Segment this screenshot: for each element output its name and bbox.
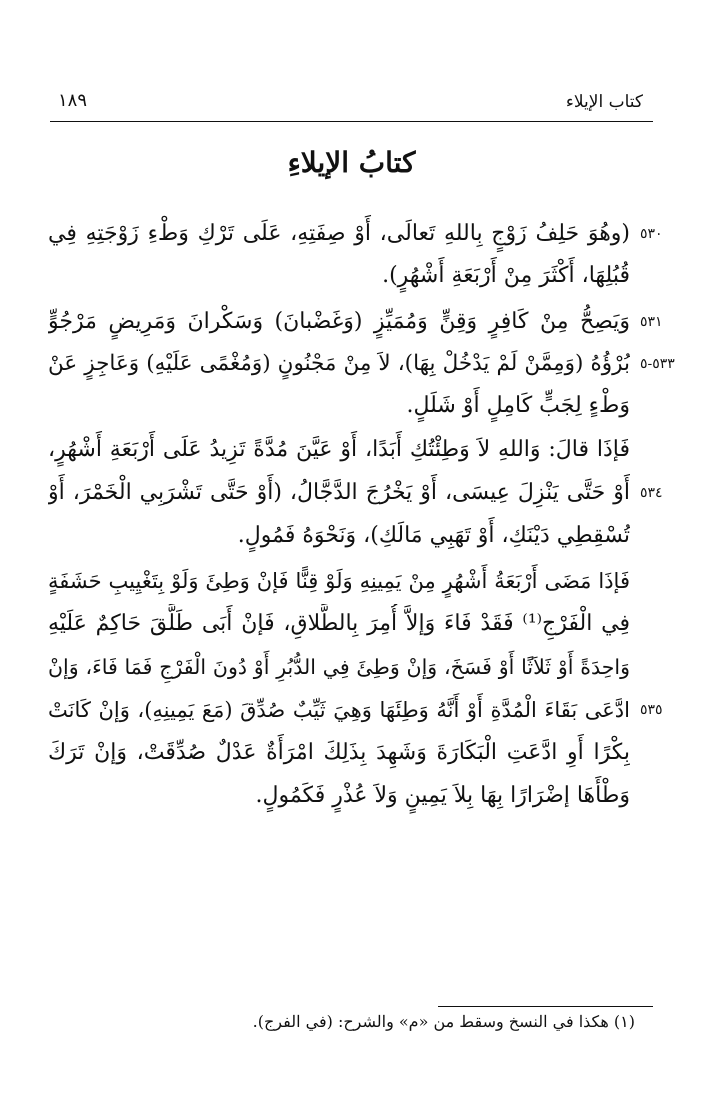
running-title: كتاب الإيلاء <box>565 92 643 112</box>
text-line: فَإذَا مَضَى أَرْبَعَةُ أَشْهُرٍ مِنْ يَمِينِهِ وَلَوْ قِنًّا فَإنْ وَطِئَ وَلَوْ بِتَغْيِيبِ حَشَفَةٍ <box>48 569 630 593</box>
text-line: (وهُوَ حَلِفُ زَوْجٍ بِاللهِ تَعالَى، أَوْ صِفَتِهِ، عَلَى تَرْكِ وَطْءِ زَوْجَتِهِ فِي <box>48 221 630 246</box>
text-line: ادَّعَى بَقَاءَ الْمُدَّةِ أَوْ أَنَّهُ وَطِئَهَا وَهِيَ ثَيِّبٌ صُدِّقَ (مَعَ يَمِينِهِ)، وَإنْ كَانَتْ <box>48 698 630 722</box>
text-line: فِي الْفَرْجِ⁽¹⁾ فَقَدْ فَاءَ وَإلاَّ أُمِرَ بِالطَّلاقِ، فَإنْ أَبَى طَلَّقَ حَاكِمٌ عَلَيْهِ <box>48 611 630 636</box>
text-line: تُسْقِطِي دَيْنَكِ، أَوْ تَهَبِي مَالَكِ)، وَنَحْوَهُ فَمُولٍ. <box>237 523 630 548</box>
paragraph-number: ٥٣٣-٥ <box>640 356 675 372</box>
paragraph-number: ٥٣٥ <box>640 702 663 718</box>
chapter-title: كتابُ الإيلاءِ <box>287 146 416 179</box>
text-line: بِكْرًا أَوِ ادَّعَتِ الْبَكَارَةَ وَشَهِدَ بِذَلِكَ امْرَأَةٌ عَدْلٌ صُدِّقَتْ، وَإنْ تَرَكَ <box>48 740 630 765</box>
text-line: قُبُلِهَا، أَكْثَرَ مِنْ أَرْبَعَةِ أَشْهُرٍ). <box>382 263 630 288</box>
text-line: وَطْأَهَا إضْرَارًا بِهَا بِلاَ يَمِينٍ وَلاَ عُذْرٍ فَكَمُولٍ. <box>255 783 630 808</box>
text-line: أَوْ حَتَّى يَنْزِلَ عِيسَى، أَوْ يَخْرُجَ الدَّجَّالُ، (أَوْ حَتَّى تَشْرَبِي الْخَمْرَ، أَوْ <box>48 480 630 505</box>
page-number: ١٨٩ <box>58 90 88 111</box>
text-line: وَاحِدَةً أَوْ ثَلاَثًا أَوْ فَسَخَ، وَإنْ وَطِئَ فِي الدُّبُرِ أَوْ دُونَ الْفَرْجِ فَمَا فَاءَ، وَإنْ <box>48 655 630 679</box>
paragraph-number: ٥٣٠ <box>640 226 663 242</box>
paragraph-number: ٥٣٤ <box>640 485 663 501</box>
text-line: بُرْؤُهُ (وَمِمَّنْ لَمْ يَدْخُلْ بِهَا)، لاَ مِنْ مَجْنُونٍ (وَمُغْمًى عَلَيْهِ) وَعَاجِزٍ عَنْ <box>48 351 630 376</box>
footnote: (١) هكذا في النسخ وسقط من «م» والشرح: (في الفرج). <box>252 1012 635 1031</box>
footnote-rule <box>438 1006 653 1007</box>
text-line: فَإذَا قالَ: وَاللهِ لاَ وَطِئْتُكِ أَبَدًا، أَوْ عَيَّنَ مُدَّةً تَزِيدُ عَلَى أَرْبَعَةِ أَشْهُرٍ، <box>48 437 630 462</box>
text-line: وَطْءٍ لِجَبٍّ كَامِلٍ أَوْ شَلَلٍ. <box>406 393 630 418</box>
text-line: وَيَصِحُّ مِنْ كَافِرٍ وَقِنٍّ وَمُمَيِّزٍ (وَغَضْبانَ) وَسَكْرانَ وَمَرِيضٍ مَرْجُوٍّ <box>48 309 630 334</box>
paragraph-number: ٥٣١ <box>640 314 663 330</box>
header-rule <box>50 121 653 122</box>
